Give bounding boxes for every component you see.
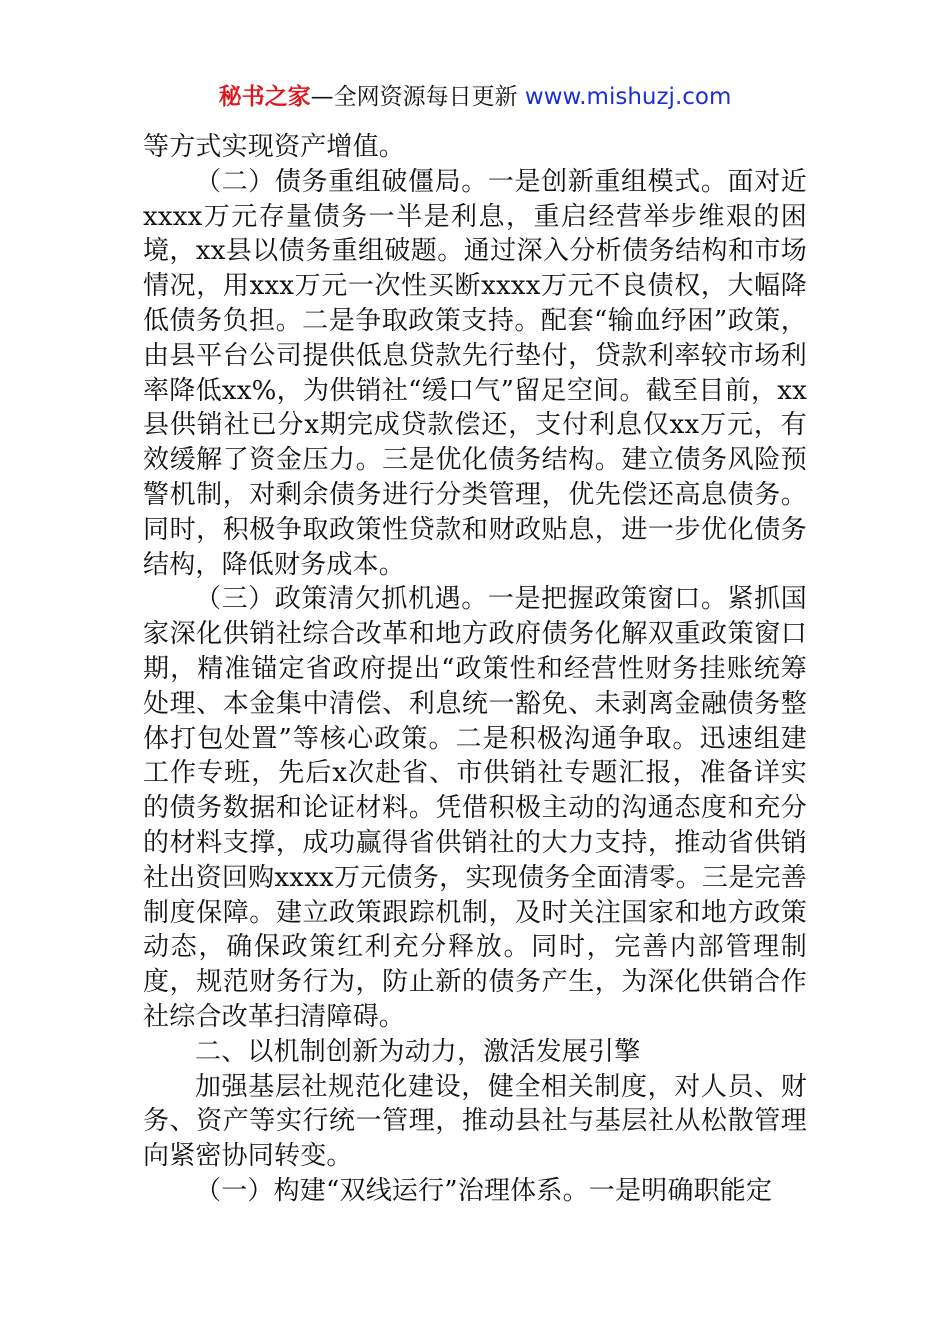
site-url-link[interactable]: www.mishuzj.com — [524, 84, 732, 110]
section-heading: 二、以机制创新为动力，激活发展引擎 — [195, 1036, 641, 1067]
document-body — [143, 130, 807, 1209]
paragraph-policy-clearing: （三）政策清欠抓机遇。一是把握政策窗口。紧抓国家深化供销社综合改革和地方政府债务化解双重政策窗口期，精准锚定省政府提出“政策性和经营性财务挂账统筹处理、本金集中清偿、利息统一豁免、未剥离金融债务整体打包处置”等核心政策。二是积极沟通争取。迅速组建工作专班，先后x次赴省、市供销社专题汇报，准备详实的债务数据和论证材料。凭借积极主动的沟通态度和充分的材料支撑，成功赢得省供销社的大力支持，推动省供销社出资回购xxxx万元债务，实现债务全面清零。三是完善制度保障。建立政策跟踪机制，及时关注国家和地方政策动态，确保政策红利充分释放。同时，完善内部管理制度，规范财务行为，防止新的债务产生，为深化供销合作社综合改革扫清障碍。 — [143, 584, 807, 1032]
site-tagline: —全网资源每日更新 — [310, 84, 525, 110]
paragraph-dual-line: （一）构建“双线运行”治理体系。一是明确职能定 — [195, 1175, 773, 1206]
site-header — [0, 80, 950, 114]
paragraph-continuation: 等方式实现资产增值。 — [143, 132, 406, 162]
paragraph-debt-restructuring: （二）债务重组破僵局。一是创新重组模式。面对近xxxx万元存量债务一半是利息，重启经营举步维艰的困境，xx县以债务重组破题。通过深入分析债务结构和市场情况，用xxx万元一次性买断xxxx万元不良债权，大幅降低债务负担。二是争取政策支持。配套“输血纾困”政策，由县平台公司提供低息贷款先行垫付，贷款利率较市场利率降低xx%，为供销社“缓口气”留足空间。截至目前，xx县供销社已分x期完成贷款偿还，支付利息仅xx万元，有效缓解了资金压力。三是优化债务结构。建立债务风险预警机制，对剩余债务进行分类管理，优先偿还高息债务。同时，积极争取政策性贷款和财政贴息，进一步优化债务结构，降低财务成本。 — [143, 166, 807, 580]
site-brand: 秘书之家 — [218, 84, 311, 110]
paragraph-grassroots: 加强基层社规范化建设，健全相关制度，对人员、财务、资产等实行统一管理，推动县社与基层社从松散管理向紧密协同转变。 — [143, 1071, 807, 1172]
